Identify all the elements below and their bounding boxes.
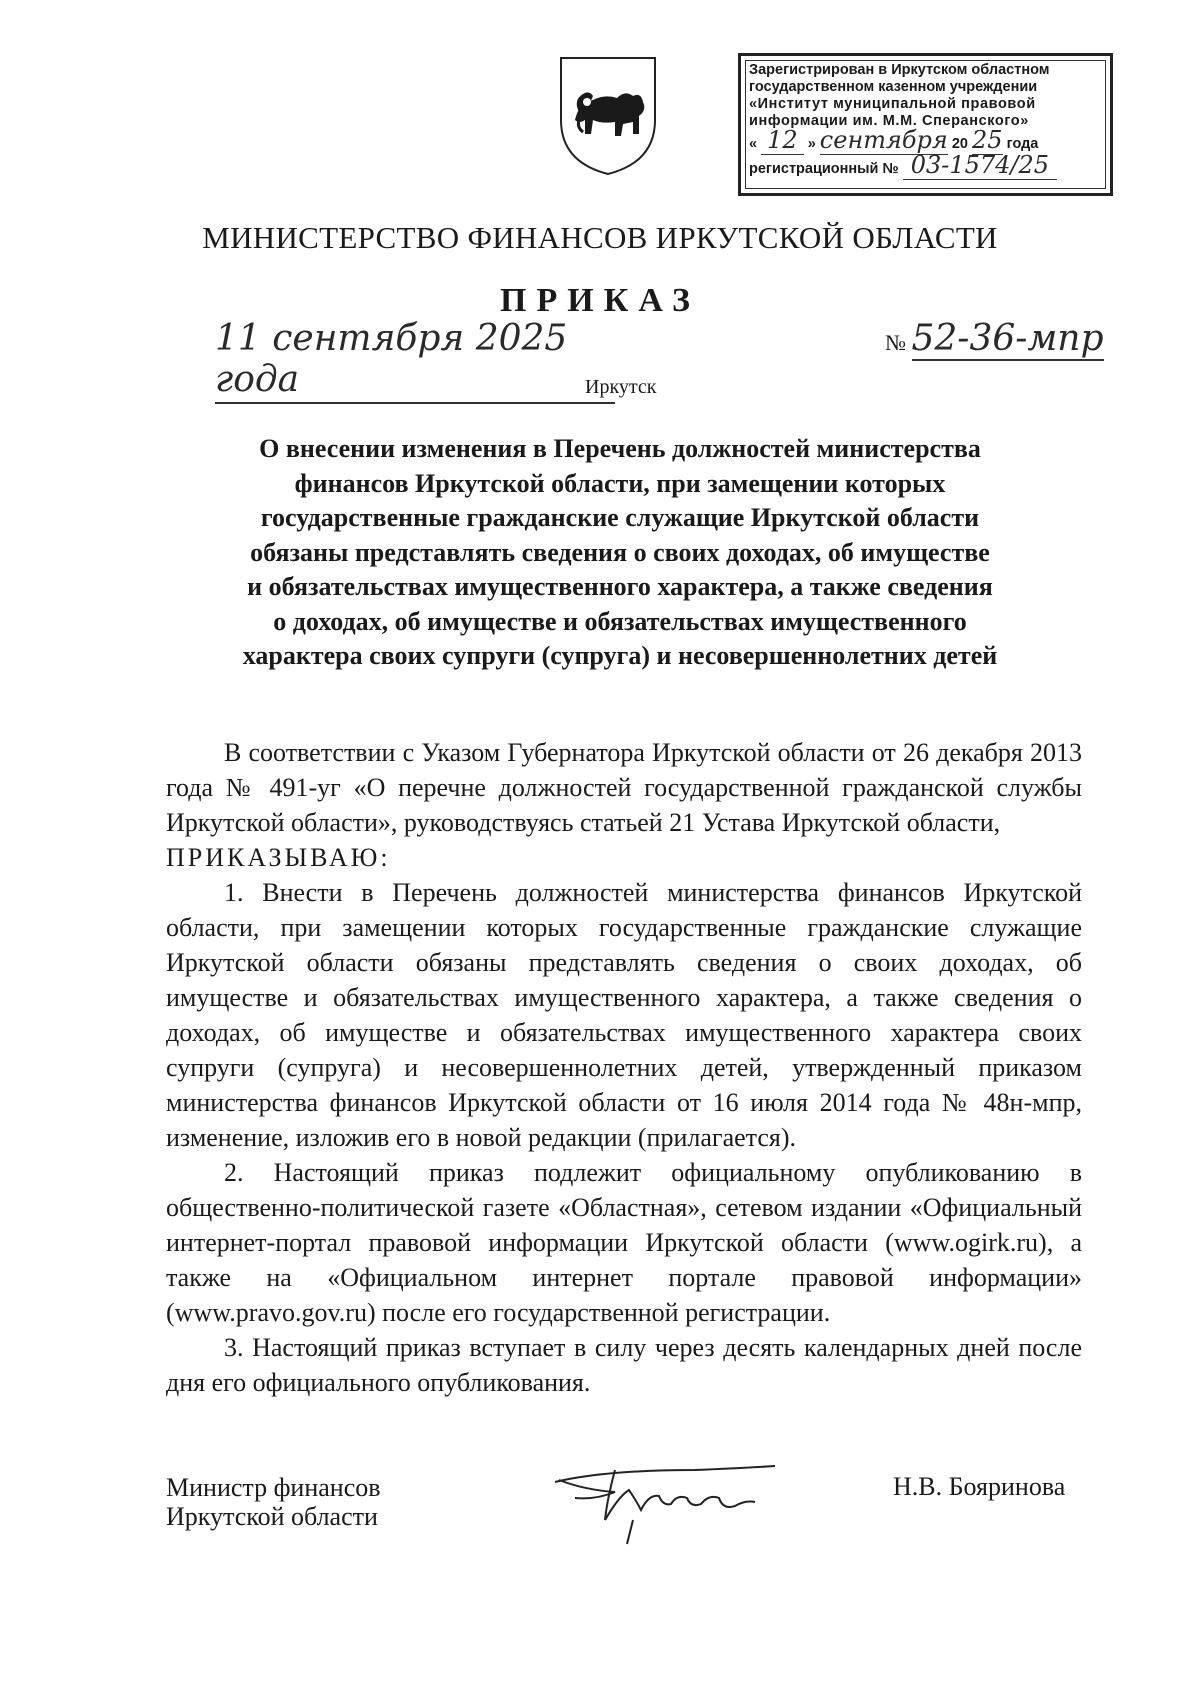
title-line: и обязательствах имущественного характера, а также сведения [247,572,993,601]
stamp-reg-label: регистрационный № [749,161,899,177]
signatory-name: Н.В. Бояринова [893,1472,1066,1501]
stamp-quote-close: » [807,136,816,152]
document-body [166,735,1082,1400]
stamp-year-prefix: 20 [951,136,968,152]
stamp-quote-open: « [749,136,758,152]
title-line: О внесении изменения в Перечень должностей министерства [259,434,981,463]
stamp-line-3: «Институт муниципальной правовой [749,96,1036,112]
coat-of-arms-emblem [553,50,663,180]
order-number-block [885,318,1104,361]
handwritten-signature [545,1440,805,1550]
title-line: обязаны представлять сведения о своих доходах, об имуществе [250,537,990,567]
title-line: финансов Иркутской области, при замещении которых [294,468,946,498]
item-3-paragraph: 3. Настоящий приказ вступает в силу через десять календарных дней после дня его официального опубликования. [166,1333,1082,1397]
order-date: 11 сентября 2025 года [215,318,615,404]
ministry-name: МИНИСТЕРСТВО ФИНАНСОВ ИРКУТСКОЙ ОБЛАСТИ [202,220,998,255]
document-type: ПРИКАЗ [500,282,700,319]
stamp-day: 12 [761,126,804,155]
order-number-label: № [885,330,906,355]
stamp-line-2: государственном казенном учреждении [749,79,1038,95]
stamp-line-1: Зарегистрирован в Иркутском областном [749,62,1050,78]
document-title [180,432,1060,674]
city-name: Иркутск [585,376,657,398]
item-2-paragraph: 2. Настоящий приказ подлежит официальному опубликованию в общественно-политической газете «Областная», сетевом издании «Официальный интернет-портал правовой информации Иркутской области (www.ogirk.ru), а также на «Официальном интернет портале правовой информации» (www.pravo.gov.ru) после его государственной регистрации. [166,1158,1082,1327]
title-line: характера своих супруги (супруга) и несовершеннолетних детей [242,641,998,670]
position-line-1: Министр финансов [166,1473,381,1502]
stamp-reg-number: 03-1574/25 [903,151,1057,180]
stamp-line-4: информации им. М.М. Сперанского» [749,113,1029,129]
stamp-year: 25 [972,126,1003,154]
preamble-paragraph: В соответствии с Указом Губернатора Иркутской области от 26 декабря 2013 года № 491-уг «О перечне должностей государственной гражданской службы Иркутской области», руководствуясь статьей 21 Устава Иркутской области, [166,738,1082,837]
order-word: ПРИКАЗЫВАЮ: [166,843,391,872]
signatory-position [166,1473,381,1531]
title-line: о доходах, об имуществе и обязательствах имущественного [273,606,967,636]
stamp-reg-line [749,151,1102,179]
item-1-paragraph: 1. Внести в Перечень должностей министерства финансов Иркутской области, при замещении которых государственные гражданские служащие Иркутской области обязаны представлять сведения о своих доходах, об имуществе и обязательствах имущественного характера, а также сведения о доходах, об имуществе и обязательствах имущественного характера своих супруги (супруга) и несовершеннолетних детей, утвержденный приказом министерства финансов Иркутской области от 16 июля 2014 года № 48н-мпр, изменение, изложив его в новой редакции (прилагается). [166,878,1082,1152]
order-number: 52-36-мпр [911,318,1104,359]
stamp-month: сентября [819,126,948,154]
position-line-2: Иркутской области [166,1502,378,1531]
title-line: государственные гражданские служащие Иркутской области [260,503,980,532]
registration-stamp [738,53,1113,196]
stamp-year-suffix: года [1006,136,1039,152]
stamp-date-line [749,126,1102,154]
